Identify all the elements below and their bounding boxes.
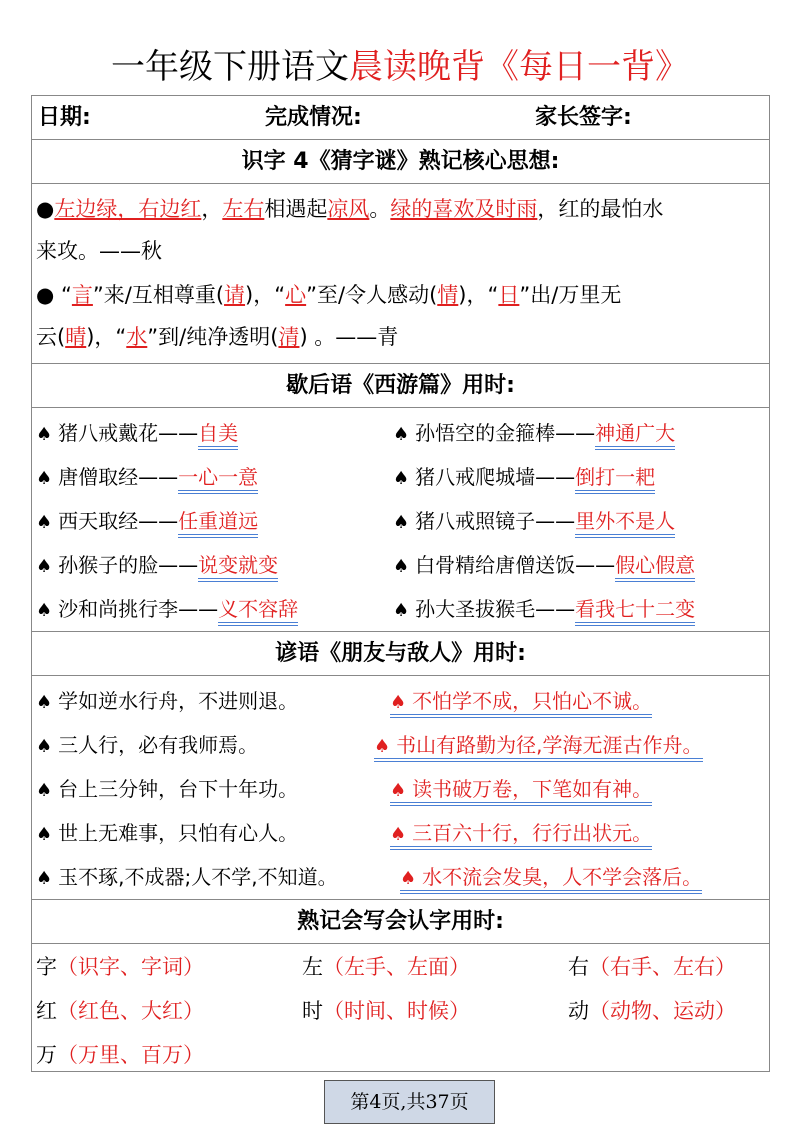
proverb-section-title: 谚语《朋友与敌人》用时: bbox=[32, 632, 769, 676]
xiehouyu-item: ♠ 孙悟空的金箍棒——神通广大 bbox=[393, 418, 675, 450]
proverb-item: ♠ 学如逆水行舟，不进则退。 bbox=[36, 689, 299, 713]
xiehouyu-item: ♠ 白骨精给唐僧送饭——假心假意 bbox=[393, 550, 695, 582]
proverb-item: ♠ 三人行，必有我师焉。 bbox=[36, 733, 259, 757]
xiehouyu-item: ♠ 孙大圣拔猴毛——看我七十二变 bbox=[393, 594, 695, 626]
xiehouyu-item: ♠ 猪八戒戴花——自美 bbox=[36, 418, 238, 450]
xiehouyu-item: ♠ 猪八戒照镜子——里外不是人 bbox=[393, 506, 675, 538]
proverb-item: ♠ 书山有路勤为径,学海无涯古作舟。 bbox=[374, 730, 703, 762]
page-number: 第4页,共37页 bbox=[324, 1080, 495, 1124]
xiehouyu-item: ♠ 猪八戒爬城墙——倒打一耙 bbox=[393, 462, 655, 494]
header-row bbox=[32, 96, 769, 140]
riddle-section-title: 识字 4《猜字谜》熟记核心思想: bbox=[32, 140, 769, 184]
chars-section-title: 熟记会写会认字用时: bbox=[32, 900, 769, 944]
date-label: 日期: bbox=[38, 105, 91, 130]
char-item: 动（动物、运动） bbox=[568, 999, 736, 1023]
proverb-item: ♠ 三百六十行，行行出状元。 bbox=[390, 818, 652, 850]
worksheet-table bbox=[31, 95, 770, 1072]
status-label: 完成情况: bbox=[265, 105, 362, 130]
proverb-item: ♠ 读书破万卷，下笔如有神。 bbox=[390, 774, 652, 806]
page-title bbox=[0, 40, 800, 94]
title-red: 晨读晚背《每日一背》 bbox=[349, 47, 689, 87]
char-item: 字（识字、字词） bbox=[36, 955, 204, 979]
riddle-content bbox=[32, 184, 769, 364]
title-black: 一年级下册语文 bbox=[111, 47, 349, 87]
proverb-item: ♠ 玉不琢,不成器;人不学,不知道。 bbox=[36, 865, 338, 889]
xiehouyu-item: ♠ 西天取经——任重道远 bbox=[36, 506, 258, 538]
riddle2-line2: 云(晴)，“水”到/纯净透明(清) 。——青 bbox=[36, 325, 399, 349]
proverb-content bbox=[32, 676, 769, 900]
riddle1-line1: ●左边绿，右边红，左右相遇起凉风。绿的喜欢及时雨，红的最怕水 bbox=[36, 197, 664, 221]
char-item: 万（万里、百万） bbox=[36, 1043, 204, 1067]
xiehouyu-item: ♠ 唐僧取经——一心一意 bbox=[36, 462, 258, 494]
xiehouyu-item: ♠ 沙和尚挑行李——义不容辞 bbox=[36, 594, 298, 626]
xiehouyu-item: ♠ 孙猴子的脸——说变就变 bbox=[36, 550, 278, 582]
char-item: 左（左手、左面） bbox=[302, 955, 470, 979]
xiehouyu-section-title: 歇后语《西游篇》用时: bbox=[32, 364, 769, 408]
proverb-item: ♠ 水不流会发臭，人不学会落后。 bbox=[400, 862, 702, 894]
char-item: 右（右手、左右） bbox=[568, 955, 736, 979]
proverb-item: ♠ 台上三分钟，台下十年功。 bbox=[36, 777, 299, 801]
proverb-item: ♠ 世上无难事，只怕有心人。 bbox=[36, 821, 299, 845]
proverb-item: ♠ 不怕学不成，只怕心不诚。 bbox=[390, 686, 652, 718]
char-item: 红（红色、大红） bbox=[36, 999, 204, 1023]
riddle2-line1: ● “言”来/互相尊重(请)，“心”至/令人感动(情)，“日”出/万里无 bbox=[36, 283, 622, 307]
signature-label: 家长签字: bbox=[535, 105, 632, 130]
char-item: 时（时间、时候） bbox=[302, 999, 470, 1023]
riddle1-line2: 来攻。——秋 bbox=[36, 239, 162, 263]
xiehouyu-content bbox=[32, 408, 769, 632]
chars-content bbox=[32, 944, 769, 1072]
